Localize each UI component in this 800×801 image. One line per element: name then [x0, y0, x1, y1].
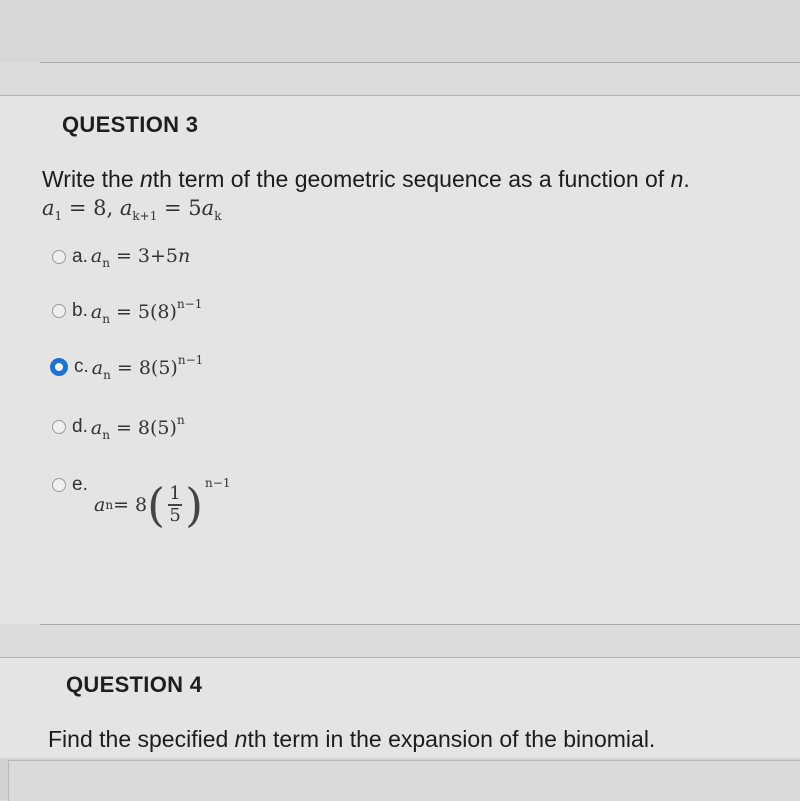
option-letter: a. [72, 246, 88, 267]
answer-box[interactable] [8, 760, 800, 801]
previous-question-area [0, 0, 800, 62]
divider [40, 62, 800, 63]
question-4-title: QUESTION 4 [66, 672, 203, 697]
question-3-block [0, 96, 800, 624]
option-e[interactable] [52, 470, 88, 500]
radio-button-c-selected[interactable] [50, 358, 68, 376]
left-paren: ( [147, 478, 166, 532]
option-c[interactable] [50, 352, 203, 382]
radio-button-b[interactable] [52, 304, 66, 318]
option-letter: d. [72, 416, 88, 437]
question-3-prompt: Write the nth term of the geometric sequence as a function of n. [42, 166, 690, 192]
option-a[interactable] [52, 242, 190, 272]
option-expression: $a_n = 8(5)^n$ [90, 412, 185, 442]
radio-button-a[interactable] [52, 250, 66, 264]
option-expression: $a_n = 3+5n$ [90, 244, 191, 270]
right-paren: ) [185, 478, 204, 532]
option-expression: $a_n = 5(8)^{n-1}$ [90, 296, 203, 326]
divider [40, 624, 800, 625]
option-expression: $a_n = 8(5)^{n-1}$ [91, 352, 204, 382]
question-4-prompt: Find the specified nth term in the expansion of the binomial. [48, 726, 656, 752]
radio-button-e[interactable] [52, 478, 66, 492]
exponent: n−1 [205, 476, 231, 490]
radio-button-d[interactable] [52, 420, 66, 434]
option-d[interactable] [52, 412, 185, 442]
given-recurrence: $a_1 = 8$, $a_{k+1} = 5a_k$ [42, 196, 222, 223]
option-letter: c. [74, 356, 89, 377]
option-b[interactable] [52, 296, 202, 326]
question-3-title: QUESTION 3 [62, 112, 199, 137]
fraction: $\frac{1}{5}$ [169, 483, 181, 526]
option-letter: e. [72, 474, 88, 495]
option-letter: b. [72, 300, 88, 321]
option-e-expression: a n = 8 ( $\frac{1}{5}$ ) n−1 [94, 476, 231, 532]
question-4-block [0, 658, 800, 758]
